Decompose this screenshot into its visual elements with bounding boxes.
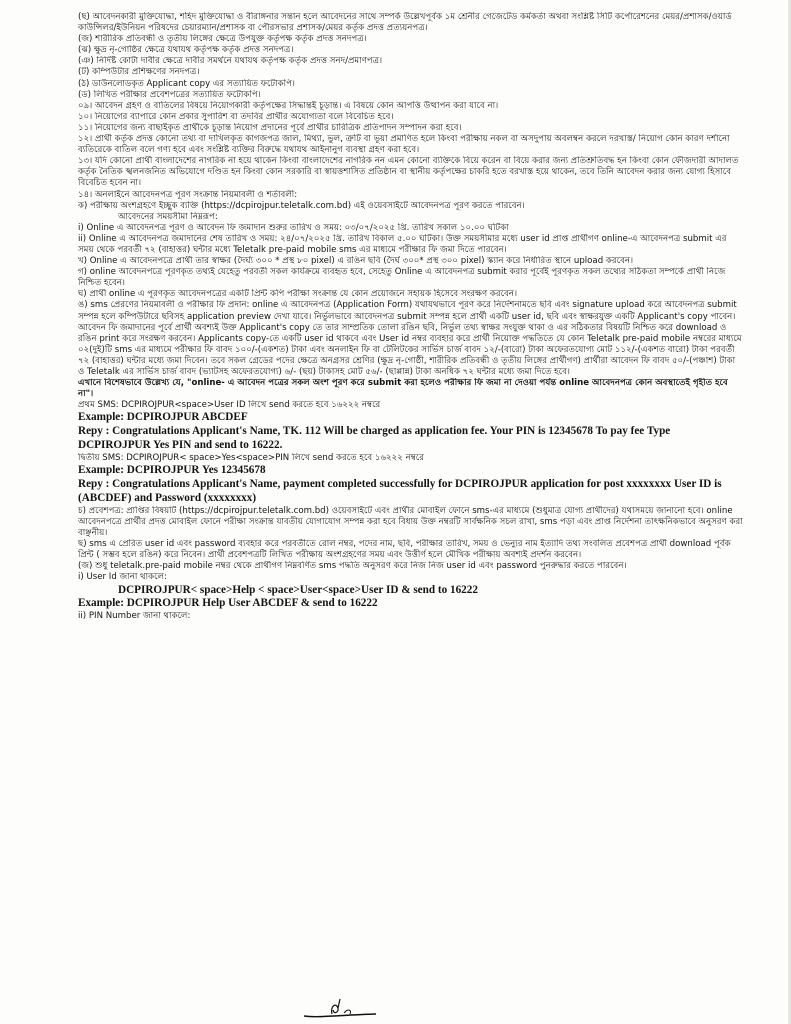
text-line: ii) Online এ আবেদনপত্র জমাদানের শেষ তারিখ ও সময়: ২৪/০৭/২০২৫ খ্রি. তারিখ বিকাল ৫.০০ ঘটিকা। উক্ত সময়সীমার মধ্যে user id প্রাপ্ত প্রার্থীগণ online-এ আবেদনপত্র submit এর সময় থেকে পরবর্তী ৭২ (বাহাত্তর) ঘন্টার মধ্যে Teletalk pre-paid mobile sms এর মাধ্যমে পরীক্ষার ফি জমা দিতে পারবেন।	[78, 233, 727, 255]
text-line: Example: DCPIROJPUR ABCDEF	[78, 411, 248, 424]
text-line: ১১। নিয়োগের জন্য বাছাইকৃত প্রার্থীকে চূড়ান্ত নিয়োগ প্রদানের পূর্বে প্রার্থীর চারিত্রিক প্রতিপাদন সম্পাদন করা হবে।	[78, 122, 462, 133]
text-line: Repy : Congratulations Applicant's Name, TK. 112 Will be charged as application fee. Your PIN is 12345678 To pay fee Type DCPIROJPUR Yes PIN and send to 16222.	[78, 425, 671, 452]
text-line: Example: DCPIROJPUR Help User ABCDEF & send to 16222	[78, 597, 378, 610]
text-line: ১৩। যদি কোনো প্রার্থী বাংলাদেশের নাগরিক না হয়ে থাকেন কিংবা বাংলাদেশের নাগরিক নন এমন কোনো ব্যক্তিকে বিয়ে করেন বা বিয়ে করার জন্য প্রতিশ্রুতিবদ্ধ হন কিংবা কোন ফৌজদারী আদালত কর্তৃক নৈতিক স্খলনজনিত অভিযোগে দণ্ডিত হন কিংবা কোন সরকারি বা স্বায়ত্তশাসিত প্রতিষ্ঠান বা স্থানীয় কর্তৃপক্ষের চাকরি হতে বরখাস্ত হয়ে থাকেন, তবে তিনি আবেদন করার জন্য যোগ্য হিসাবে বিবেচিত হবেন না।	[78, 156, 739, 189]
text-line: (জ) শারীরিক প্রতিবন্ধী ও তৃতীয় লিঙ্গের ক্ষেত্রে উপযুক্ত কর্তৃপক্ষ কর্তৃক প্রদত্ত সনদপত্র।	[78, 34, 367, 45]
text-line: (ঝ) ক্ষুদ্র নৃ-গোষ্ঠির ক্ষেত্রে যথাযথ কর্তৃপক্ষ কর্তৃক প্রদত্ত সনদপত্র।	[78, 45, 294, 56]
text-line: (ঠ) ডাউনলোডকৃত Applicant copy এর সত্যায়িত ফটোকপি।	[78, 78, 295, 89]
text-line: এখানে বিশেষভাবে উল্লেখ্য যে, "online- এ আবেদন পত্রের সকল অংশ পূরণ করে submit করা হলেও পরীক্ষার ফি জমা না দেওয়া পর্যন্ত online আবেদনপত্র কোন অবস্থাতেই গৃহীত হবে না"।	[78, 378, 728, 400]
text-line: i) Online এ আবেদনপত্র পূরণ ও আবেদন ফি জমাদান শুরুর তারিখ ও সময়: ০৩/০৭/২০২৫ খ্রি. তারিখ সকাল ১০.০০ ঘটিকা	[78, 222, 509, 233]
text-line: Example: DCPIROJPUR Yes 12345678	[78, 464, 266, 477]
text-line: গ) online আবেদনপত্রে পূরণকৃত তথ্যই যেহেতু পরবর্তী সকল কার্যক্রমে ব্যবহৃত হবে, সেহেতু Online এ আবেদনপত্র submit করার পূর্বেই পূরণকৃত সকল তথ্যের সঠিকতা সম্পর্কে প্রার্থী নিজে নিশ্চিত হবেন।	[78, 267, 726, 289]
text-line: (ছ) আবেদনকারী মুক্তিযোদ্ধা, শহিদ মুক্তিযোদ্ধা ও বীরাঙ্গনার সন্তান হলে আবেদনের সাথে সম্পর্ক উল্লেখপূর্বক ১ম শ্রেনীর গেজেটেড কর্মকর্তা অথবা সংশ্লিষ্ট সিটি কর্পোরেশনের মেয়র/প্রশাসক/ওয়ার্ড কাউন্সিলর/ইউনিয়ন পরিষদের চেয়ারম্যান/প্রশাসক বা পৌরসভার প্রশাসক/মেয়র কর্তৃক প্রদত্ত প্রত্যয়নপত্র।	[78, 12, 732, 34]
text-line: Repy : Congratulations Applicant's Name, payment completed successfully for DCPIROJPUR application for post xxxxxxxx User ID is (ABCDEF) and Password (xxxxxxxx)	[78, 478, 722, 504]
signature-mark	[300, 996, 380, 1022]
text-line: প্রথম SMS: DCPIROJPUR<space>User ID লিখে send করতে হবে ১৬২২২ নম্বরে	[78, 400, 381, 411]
text-line: আবেদনের সময়সীমা নিম্নরূপ:	[118, 211, 218, 222]
text-line: ছ) sms এ প্রেরিত user id এবং password ব্যবহার করে পরবর্তীতে রোল নম্বর, পদের নাম, ছবি, পরীক্ষার তারিখ, সময় ও ভেন্যুর নাম ইত্যাদি তথ্য সংবলিত প্রবেশপত্র প্রার্থী download পূর্বক প্রিন্ট ( সম্ভব হলে রঙিন) করে নিবেন। প্রার্থী প্রবেশপত্রটি লিখিত পরীক্ষায় অংশগ্রহণের সময় এবং উত্তীর্ণ হলে মৌখিক পরীক্ষায় অবশ্যই প্রদর্শন করবেন।	[78, 539, 731, 561]
text-line: চ) প্রবেশপত্র: প্রাপ্তির বিষয়টি (https://dcpirojpur.teletalk.com.bd) ওয়েবসাইটে এবং প্রার্থীর মোবাইল ফোনে sms-এর মাধ্যমে (শুধুমাত্র যোগ্য প্রার্থীদের) যথাসময়ে জানানো হবে। online আবেদনপত্রে প্রার্থীর প্রদত্ত মোবাইল ফোনে পরীক্ষা সংক্রান্ত যাবতীয় যোগাযোগ সম্পন্ন করা হবে বিধায় উক্ত নম্বরটি সার্বক্ষনিক সচল রাখা, sms পড়া এবং প্রাপ্ত নির্দেশনা তাৎক্ষনিকভাবে অনুসরণ করা বাঞ্ছনীয়।	[78, 505, 743, 539]
text-line: ঘ) প্রার্থী online এ পূরণকৃত আবেদনপত্রের একটি প্রিন্ট কপি পরীক্ষা সংক্রান্ত যে কোন প্রয়োজনে সহায়ক হিসেবে সংরক্ষণ করবেন।	[78, 289, 518, 300]
text-line: ক) পরীক্ষায় অংশগ্রহণে ইচ্ছুক ব্যক্তি (https://dcpirojpur.teletalk.com.bd) এই ওয়েবসাইটে আবেদনপত্র পূরণ করতে পারবেন।	[78, 200, 525, 211]
text-line: (জ) শুধু teletalk.pre-paid mobile নম্বর থেকে প্রার্থীগণ নিম্নবর্ণিত sms পদ্ধতি অনুসরণ করে নিজ নিজ user id এবং password পুনরুদ্ধার করতে পারবেন।	[78, 561, 627, 572]
text-line: ঙ) sms প্রেরণের নিয়মাবলী ও পরীক্ষার ফি প্রদান: online এ আবেদনপত্র (Application Form) যথাযথভাবে পূরণ করে নির্দেশনামতে ছবি এবং signature upload করে আবেদনপত্র submit সম্পন্ন হলে কম্পিউটারে ছবিসহ application preview দেখা যাবে। নির্ভুলভাবে আবেদনপত্র submit সম্পন্ন হলে প্রার্থী একটি user id, ছবি এবং স্বাক্ষরযুক্ত একটি Applicant's copy পাবেন। আবেদন ফি জমাদানের পূর্বে প্রার্থী অবশ্যই উক্ত Applicant's copy তে তার সাম্প্রতিক তোলা রঙিন ছবি, নির্ভুল তথ্য স্বাক্ষর সংযুক্ত থাকা ও এর সঠিকতার বিষয়টি নিশ্চিত করে download ও রঙিন print করে সংরক্ষণ করবেন। Applicants copy-তে একটি user id থাকবে এবং User id নম্বর ব্যবহার করে প্রার্থী নিয়োক্ত পদ্ধতিতে যে কোন Teletalk pre-paid mobile নম্বরের মাধ্যমে ০২(দুই)টি sms এর মাধ্যমে পরীক্ষার ফি বাবদ ১০০/-(একশত) টাকা এবং অনলাইন ফি বা টেলিটকের সার্ভিস চার্জ বাবদ ১২/-(বারো) টাকা অফেরতযোগ্য মোট ১১২/-(একশত বারো) টাকা পরবর্তী ৭২ (বাহাত্তর) ঘন্টার মধ্যে জমা দিবেন। তবে সকল গ্রেডের পদের ক্ষেত্রে অনগ্রসর শ্রেণির (ক্ষুদ্র নৃ-গোষ্ঠী, শারীরিক প্রতিবন্ধী ও তৃতীয় লিঙ্গের প্রার্থীগণ) প্রার্থীরা আবেদন ফি বাবদ ৫০/-(পঞ্চাশ) টাকা ও Teletalk এর সার্ভিস চার্জ বাবদ (ভ্যাটসহ অফেরতযোগ্য) ৬/- (ছয়) টাকাসহ মোট ৫৬/- (ছাপ্পান্ন) টাকা অনধিক ৭২ ঘন্টার মধ্যে জমা দিতে হবে।	[78, 300, 742, 377]
text-line: ii) PIN Number জানা থাকলে:	[78, 611, 191, 622]
text-line: খ) Online এ আবেদনপত্রে প্রার্থী তার স্বাক্ষর (দৈর্ঘ্য ৩০০ * প্রস্থ ৮০ pixel) এ রঙিন ছবি (দৈর্ঘ ৩০০* প্রস্থ ৩০০ pixel) স্ক্যান করে নির্ধারিত স্থানে upload করবেন।	[78, 256, 634, 267]
text-line: ১২। প্রার্থী কর্তৃক প্রদত্ত কোনো তথ্য বা দাখিলকৃত কাগজপত্র জাল, মিথ্যা, ভুল, ত্রুটি বা ভূয়া প্রমাণিত হলে কিংবা পরীক্ষায় নকল বা অসদুপায় অবলম্বন করলে দরখাস্ত/ নিয়োগ কোন কারণ দর্শানো ব্যতিরেকে বাতিল বলে গণ্য হবে এবং সংশ্লিষ্ট ব্যক্তির বিরুদ্ধে যথাযথ আইনানুগ ব্যবস্থা গ্রহণ করা হবে।	[78, 134, 730, 156]
text-line: (ট) কম্পিউটার প্রশিক্ষণের সনদপত্র।	[78, 67, 200, 78]
text-line: ১০। নিয়োগের ব্যাপারে কোন প্রকার সুপারিশ বা তদবির প্রার্থীর অযোগ্যতা বলে বিবেচিত হবে।	[78, 111, 394, 122]
text-line: দ্বিতীয় SMS: DCPIROJPUR< space>Yes<space>PIN লিখে send করতে হবে ১৬২২২ নম্বরে	[78, 453, 424, 464]
text-line: DCPIROJPUR< space>Help < space>User<space>User ID & send to 16222	[118, 583, 478, 596]
text-line: ১৪। অনলাইনে আবেদনপত্র পূরণ সংক্রান্ত নিয়মাবলী ও শর্তাবলী:	[78, 189, 298, 200]
text-line: (ড) লিখিত পরীক্ষার প্রবেশপত্রের সত্যায়িত ফটোকপি।	[78, 89, 261, 100]
text-line: i) User Id জানা থাকলে:	[78, 572, 167, 583]
text-line: ০৯। আবেদন গ্রহণ ও বাতিলের বিষয়ে নিয়োগকারী কর্তৃপক্ষের সিদ্ধান্তই চূড়ান্ত। এ বিষয়ে কোন আপত্তি উত্থাপন করা যাবে না।	[78, 100, 499, 111]
document-body	[78, 12, 743, 622]
text-line: (ঞ) নির্দিষ্ট কোটা দাবীর ক্ষেত্রে দাবীর সমর্থনে যথাযথ কর্তৃপক্ষ কর্তৃক প্রদত্ত সনদ/প্রমাণপত্র।	[78, 56, 383, 67]
